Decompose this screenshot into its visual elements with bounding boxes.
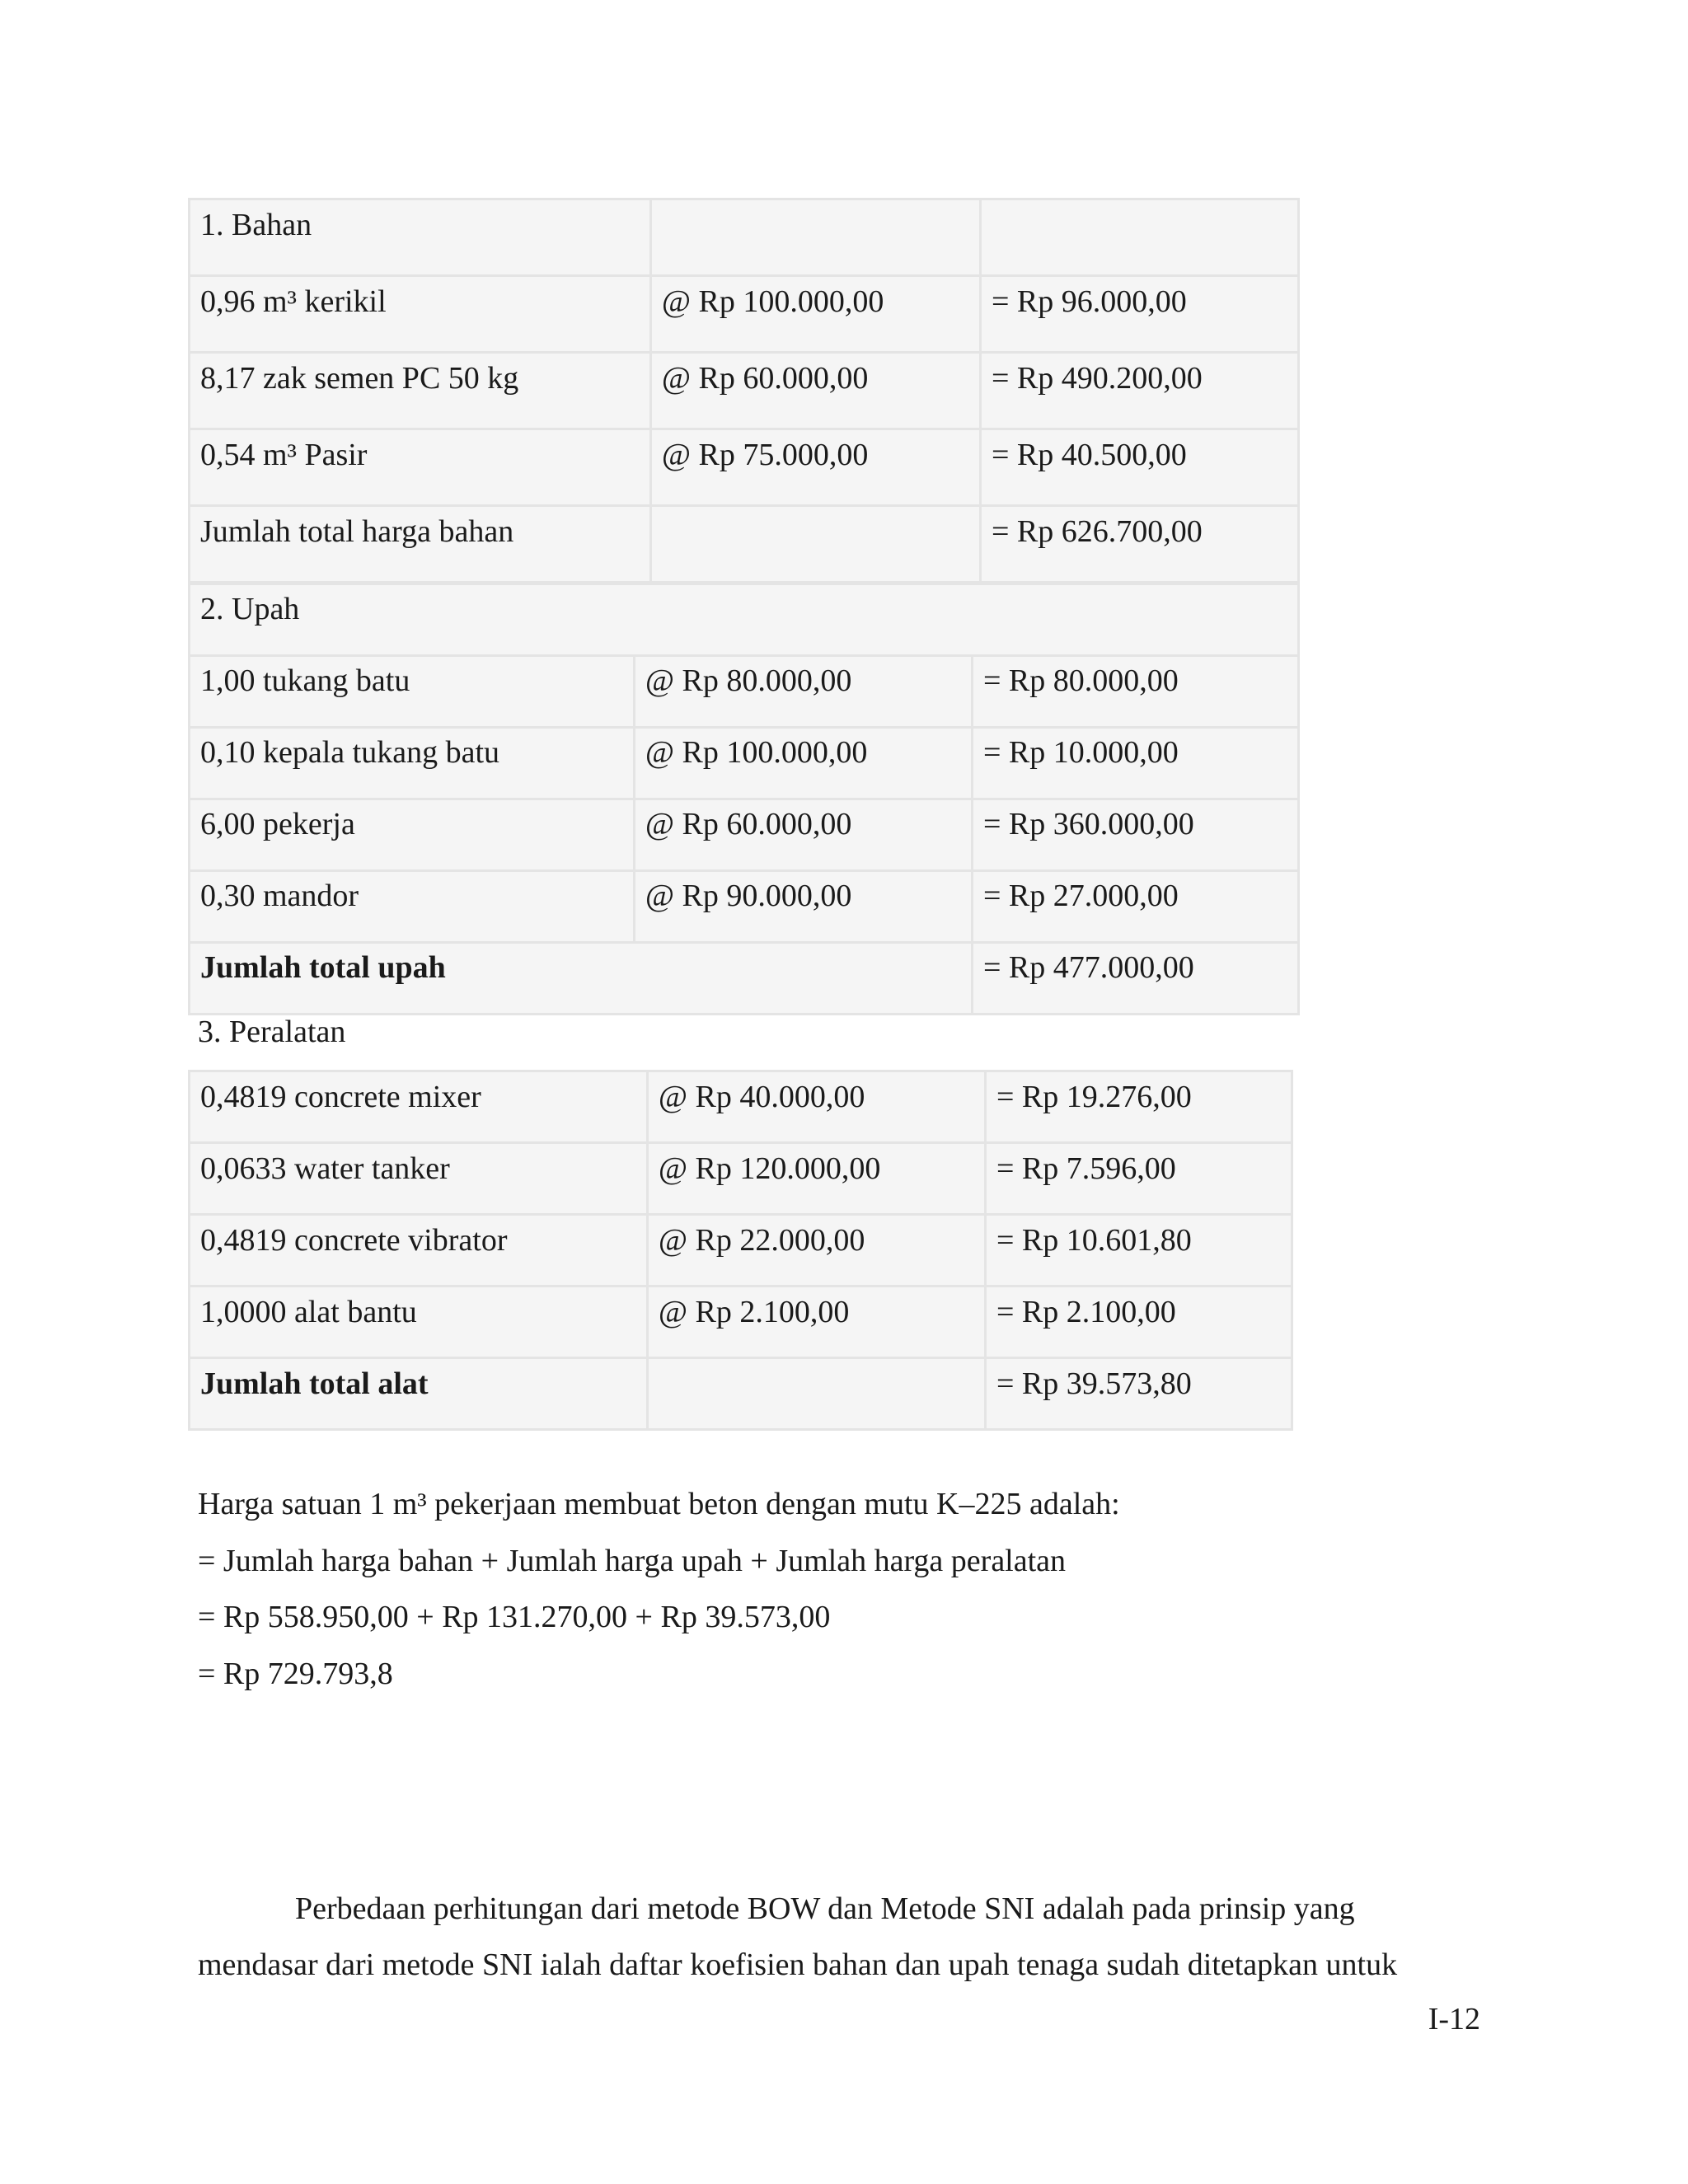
table-row <box>190 584 1299 656</box>
table-row <box>190 199 1299 276</box>
upah-table <box>188 583 1300 1015</box>
table-row <box>190 1215 1292 1286</box>
table-row <box>190 1143 1292 1215</box>
total-cell: = Rp 2.100,00 <box>986 1286 1292 1358</box>
table-row <box>190 656 1299 728</box>
calculation-line: = Jumlah harga bahan + Jumlah harga upah + Jumlah harga peralatan <box>198 1544 1067 1578</box>
total-cell: = Rp 19.276,00 <box>986 1071 1292 1143</box>
table-cell <box>648 1358 986 1430</box>
item-cell: 0,96 m³ kerikil <box>190 276 651 353</box>
table-cell <box>981 199 1299 276</box>
item-cell: 0,4819 concrete mixer <box>190 1071 648 1143</box>
table-row <box>190 728 1299 799</box>
total-cell: = Rp 10.601,80 <box>986 1215 1292 1286</box>
price-cell: @ Rp 100.000,00 <box>651 276 981 353</box>
item-cell: 0,30 mandor <box>190 871 635 943</box>
calculation-intro: Harga satuan 1 m³ pekerjaan membuat beton dengan mutu K–225 adalah: <box>198 1487 1120 1521</box>
bahan-table <box>188 198 1300 583</box>
price-cell: @ Rp 90.000,00 <box>635 871 973 943</box>
item-cell: 0,4819 concrete vibrator <box>190 1215 648 1286</box>
table-row <box>190 1358 1292 1430</box>
total-label: Jumlah total upah <box>190 943 973 1015</box>
section-header: 3. Peralatan <box>198 1015 346 1049</box>
paragraph-line: mendasar dari metode SNI ialah daftar koefisien bahan dan upah tenaga sudah ditetapkan untuk <box>198 1947 1398 1982</box>
table-row <box>190 276 1299 353</box>
calculation-line: = Rp 558.950,00 + Rp 131.270,00 + Rp 39.573,00 <box>198 1600 831 1634</box>
item-cell: 1,0000 alat bantu <box>190 1286 648 1358</box>
total-cell: = Rp 490.200,00 <box>981 353 1299 429</box>
total-cell: = Rp 96.000,00 <box>981 276 1299 353</box>
table-row <box>190 943 1299 1015</box>
price-cell: @ Rp 60.000,00 <box>651 353 981 429</box>
item-cell: 6,00 pekerja <box>190 799 635 871</box>
total-cell: = Rp 7.596,00 <box>986 1143 1292 1215</box>
price-cell: @ Rp 100.000,00 <box>635 728 973 799</box>
table-row <box>190 1071 1292 1143</box>
body-paragraph <box>198 1881 1484 1993</box>
price-cell: @ Rp 2.100,00 <box>648 1286 986 1358</box>
total-cell: = Rp 10.000,00 <box>973 728 1299 799</box>
page-number: I-12 <box>1428 2002 1480 2036</box>
table-row <box>190 353 1299 429</box>
total-cell: = Rp 80.000,00 <box>973 656 1299 728</box>
table-row <box>190 429 1299 506</box>
section-header: 2. Upah <box>190 584 1299 656</box>
table-cell <box>651 506 981 583</box>
price-cell: @ Rp 60.000,00 <box>635 799 973 871</box>
total-cell: = Rp 360.000,00 <box>973 799 1299 871</box>
price-cell: @ Rp 75.000,00 <box>651 429 981 506</box>
price-cell: @ Rp 40.000,00 <box>648 1071 986 1143</box>
item-cell: 0,0633 water tanker <box>190 1143 648 1215</box>
item-cell: 0,54 m³ Pasir <box>190 429 651 506</box>
total-cell: = Rp 40.500,00 <box>981 429 1299 506</box>
total-label: Jumlah total harga bahan <box>190 506 651 583</box>
table-row <box>190 506 1299 583</box>
total-cell: = Rp 27.000,00 <box>973 871 1299 943</box>
total-value: = Rp 626.700,00 <box>981 506 1299 583</box>
total-value: = Rp 477.000,00 <box>973 943 1299 1015</box>
item-cell: 1,00 tukang batu <box>190 656 635 728</box>
item-cell: 8,17 zak semen PC 50 kg <box>190 353 651 429</box>
table-row <box>190 1286 1292 1358</box>
item-cell: 0,10 kepala tukang batu <box>190 728 635 799</box>
table-row <box>190 799 1299 871</box>
price-cell: @ Rp 120.000,00 <box>648 1143 986 1215</box>
price-cell: @ Rp 80.000,00 <box>635 656 973 728</box>
calculation-result: = Rp 729.793,8 <box>198 1657 393 1691</box>
table-row <box>190 871 1299 943</box>
paragraph-line: Perbedaan perhitungan dari metode BOW dan Metode SNI adalah pada prinsip yang <box>295 1891 1355 1926</box>
peralatan-table <box>188 1070 1293 1431</box>
price-cell: @ Rp 22.000,00 <box>648 1215 986 1286</box>
total-value: = Rp 39.573,80 <box>986 1358 1292 1430</box>
table-cell <box>651 199 981 276</box>
section-header: 1. Bahan <box>190 199 651 276</box>
total-label: Jumlah total alat <box>190 1358 648 1430</box>
